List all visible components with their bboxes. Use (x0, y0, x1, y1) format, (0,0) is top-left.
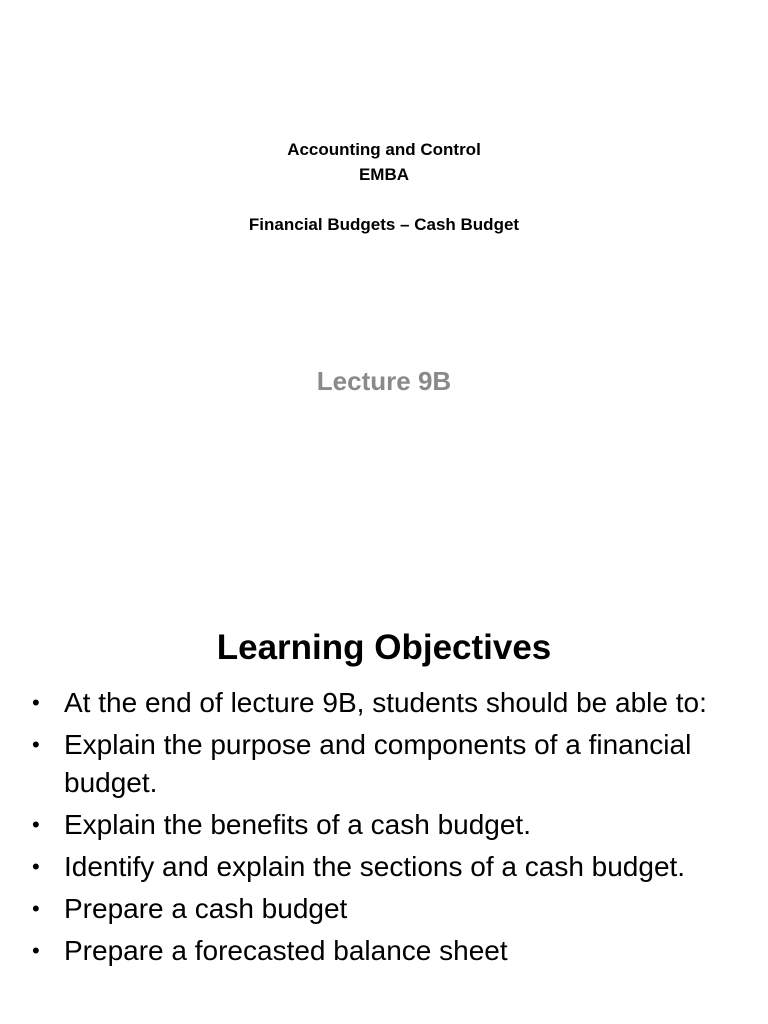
bullet-icon: • (32, 938, 40, 963)
list-item-text: At the end of lecture 9B, students should be able to: (64, 687, 707, 718)
title-line-topic: Financial Budgets – Cash Budget (248, 215, 520, 234)
list-item (32, 806, 757, 844)
slide-subtitle: Lecture 9B (316, 366, 452, 396)
slide-title (0, 137, 768, 237)
list-item-text: Prepare a cash budget (64, 893, 348, 924)
bullet-icon: • (32, 896, 40, 921)
bullet-icon: • (32, 854, 40, 879)
title-line-program: EMBA (358, 165, 410, 184)
list-item-text: Prepare a forecasted balance sheet (64, 935, 508, 966)
bullet-icon: • (32, 732, 40, 757)
objectives-list (32, 684, 757, 974)
bullet-icon: • (32, 690, 40, 715)
list-item (32, 890, 757, 928)
list-item (32, 932, 757, 970)
list-item-text: Explain the purpose and components of a financial budget. (64, 729, 692, 798)
list-item (32, 726, 757, 802)
bullet-icon: • (32, 812, 40, 837)
list-item (32, 848, 757, 886)
list-item-text: Identify and explain the sections of a cash budget. (64, 851, 686, 882)
title-line-course: Accounting and Control (287, 140, 481, 159)
slide-heading: Learning Objectives (216, 628, 552, 667)
title-spacer (0, 187, 768, 212)
list-item-text: Explain the benefits of a cash budget. (64, 809, 531, 840)
list-item (32, 684, 757, 722)
objectives-slide (0, 576, 768, 1024)
